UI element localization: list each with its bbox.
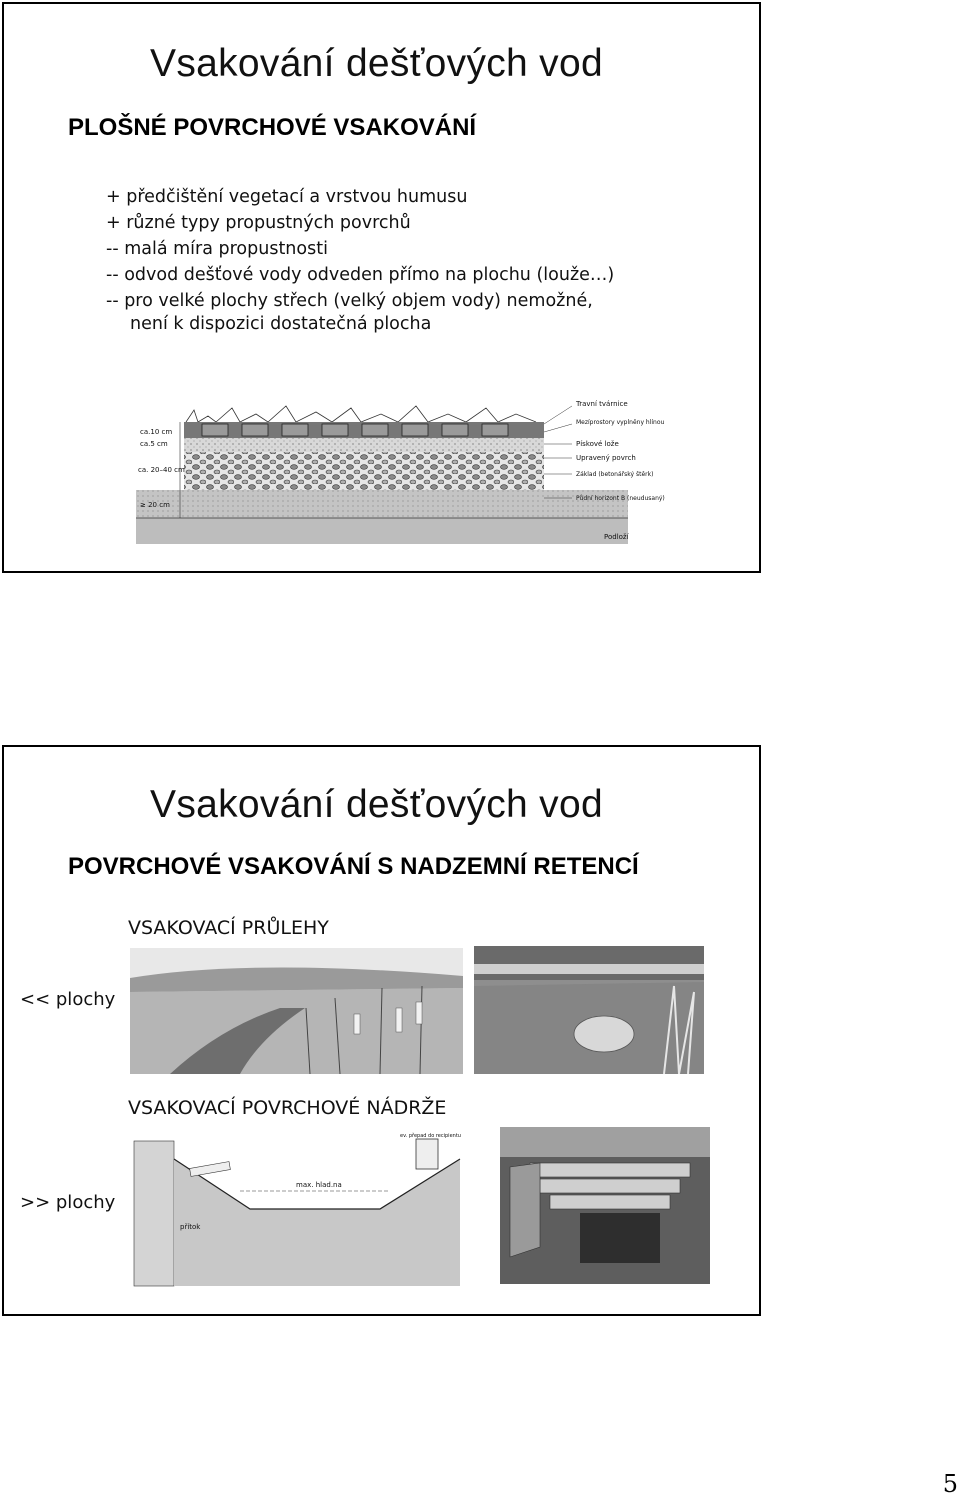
layer-label: Mezíprostory vyplněny hlínou: [576, 419, 665, 426]
swale-photo: [130, 948, 463, 1074]
slide-title: Vsakování dešťových vod: [150, 42, 603, 85]
bullet-item: -- malá míra propustnosti: [106, 239, 328, 259]
section-heading-swales: VSAKOVACÍ PRŮLEHY: [128, 917, 329, 939]
bullet-list: [106, 184, 614, 334]
diagram-label: max. hlad.na: [296, 1181, 342, 1189]
dimension-label: ≥ 20 cm: [140, 501, 170, 509]
layer-label: Půdní horizont B (neudusaný): [576, 495, 665, 502]
layer-label: Travní tvárnice: [576, 400, 628, 408]
slide-1: [2, 2, 761, 573]
slide-title: Vsakování dešťových vod: [150, 783, 603, 826]
slide-subtitle: POVRCHOVÉ VSAKOVÁNÍ S NADZEMNÍ RETENCÍ: [68, 853, 639, 880]
layer-label: Základ (betonářský štěrk): [576, 471, 654, 478]
slide-2: [2, 745, 761, 1316]
bullet-item-continuation: není k dispozici dostatečná plocha: [130, 314, 432, 334]
bullet-item: -- pro velké plochy střech (velký objem vody) nemožné,: [106, 291, 593, 311]
retention-pond-photo: [474, 946, 704, 1074]
bullet-item: + různé typy propustných povrchů: [106, 213, 411, 233]
dimension-label: ca.10 cm: [140, 428, 173, 436]
section-heading-ponds: VSAKOVACÍ POVRCHOVÉ NÁDRŽE: [128, 1097, 447, 1119]
diagram-label: přítok: [180, 1223, 201, 1231]
dimension-label: ca. 20–40 cm: [138, 466, 185, 474]
bullet-item: + předčištění vegetací a vrstvou humusu: [106, 187, 468, 207]
retention-pond-cross-section-diagram: [130, 1129, 466, 1286]
bullet-item: -- odvod dešťové vody odveden přímo na plochu (louže…): [106, 265, 615, 285]
permeable-paving-cross-section-diagram: [136, 394, 665, 544]
large-area-label: >> plochy: [20, 1192, 116, 1213]
diagram-label: ev. přepad do recipientu: [400, 1133, 461, 1139]
stepped-infiltration-pond-photo: [500, 1127, 710, 1284]
layer-label: Podloží: [604, 533, 629, 541]
slide-subtitle: PLOŠNÉ POVRCHOVÉ VSAKOVÁNÍ: [68, 114, 477, 141]
small-area-label: << plochy: [20, 989, 116, 1010]
layer-label: Pískové lože: [576, 440, 619, 448]
page-number: 5: [942, 1470, 958, 1498]
dimension-label: ca.5 cm: [140, 440, 168, 448]
layer-label: Upravený povrch: [576, 454, 636, 462]
